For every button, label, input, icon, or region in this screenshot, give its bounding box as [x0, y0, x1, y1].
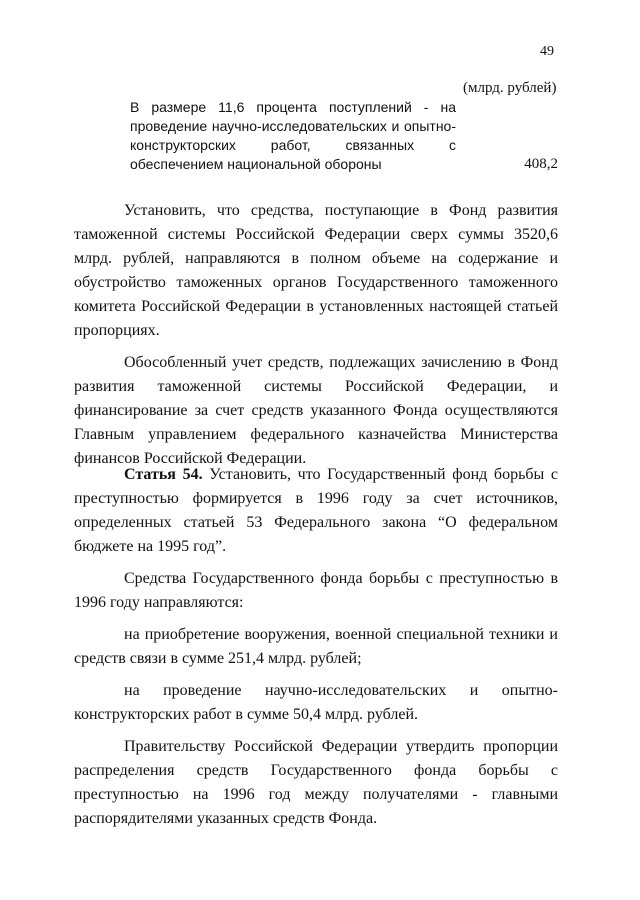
paragraph-block-2: [74, 463, 558, 831]
paragraph-government-proportions: Правительству Российской Федерации утвердить пропорции распределения средств Государственного фонда борьбы с преступностью на 1996 год между получателями - главными распорядителями указанных средств Фонда.: [74, 738, 558, 827]
allocation-row: [130, 98, 558, 174]
page-number: 49: [540, 44, 554, 59]
article-54-text: Установить, что Государственный фонд борьбы с преступностью формируется в 1996 году за счет источников, определенных статьей 53 Федерального закона “О федеральном бюджете на 1995 год”.: [74, 466, 558, 555]
paragraph-weapons-purchase: на приобретение вооружения, военной специальной техники и средств связи в сумме 251,4 млрд. рублей;: [74, 626, 558, 667]
article-54-label: Статья 54.: [124, 466, 203, 483]
paragraph-block-1: [74, 199, 558, 471]
paragraph-separate-accounting: Обособленный учет средств, подлежащих зачислению в Фонд развития таможенной системы Российской Федерации, и финансирование за счет средств указанного Фонда осуществляются Главным управлением федерального казначейства Министерства финансов Российской Федерации.: [74, 354, 558, 467]
unit-label: (млрд. рублей): [463, 80, 557, 96]
allocation-description: В размере 11,6 процента поступлений - на проведение научно-исследовательских и опытно-конструкторских работ, связанных с обеспечением национальной обороны: [130, 99, 456, 172]
article-54-paragraph: [74, 463, 558, 559]
paragraph-research-works: на проведение научно-исследовательских и опытно-конструкторских работ в сумме 50,4 млрд. рублей.: [74, 682, 558, 723]
paragraph-crime-fund-directions: Средства Государственного фонда борьбы с преступностью в 1996 году направляются:: [74, 570, 558, 611]
allocation-amount: 408,2: [524, 156, 558, 172]
paragraph-customs-fund: Установить, что средства, поступающие в Фонд развития таможенной системы Российской Федерации сверх суммы 3520,6 млрд. рублей, направляются в полном объеме на содержание и обустройство таможенных органов Государственного таможенного комитета Российской Федерации в установленных настоящей статьей пропорциях.: [74, 202, 558, 339]
